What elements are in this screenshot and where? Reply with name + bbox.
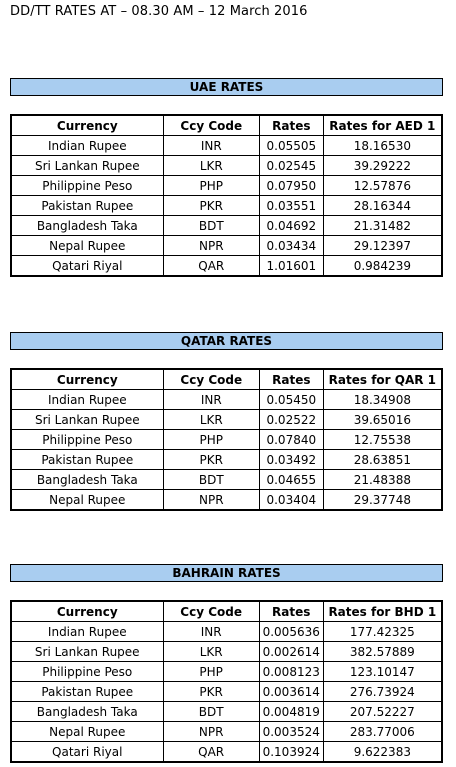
column-header: Rates for BHD 1 [323, 601, 442, 622]
table-row [11, 702, 442, 722]
rate-cell: 0.003524 [259, 722, 323, 742]
ccy-code-cell: PHP [163, 662, 259, 682]
column-header: Currency [11, 115, 163, 136]
inverse-rate-cell: 283.77006 [323, 722, 442, 742]
table-row [11, 470, 442, 490]
ccy-code-cell: INR [163, 390, 259, 410]
rate-cell: 0.004819 [259, 702, 323, 722]
rate-cell: 0.003614 [259, 682, 323, 702]
inverse-rate-cell: 123.10147 [323, 662, 442, 682]
inverse-rate-cell: 12.75538 [323, 430, 442, 450]
rate-cell: 0.02522 [259, 410, 323, 430]
ccy-code-cell: PHP [163, 176, 259, 196]
rate-cell: 0.03492 [259, 450, 323, 470]
ccy-code-cell: NPR [163, 722, 259, 742]
bahrain-rates-table [10, 600, 443, 763]
rate-cell: 0.05450 [259, 390, 323, 410]
table-row [11, 662, 442, 682]
bahrain-rates-header: BAHRAIN RATES [10, 564, 443, 582]
inverse-rate-cell: 29.12397 [323, 236, 442, 256]
table-row [11, 742, 442, 763]
currency-cell: Indian Rupee [11, 622, 163, 642]
table-row [11, 216, 442, 236]
uae-rates-header: UAE RATES [10, 78, 443, 96]
column-header: Currency [11, 369, 163, 390]
column-header: Rates [259, 115, 323, 136]
currency-cell: Qatari Riyal [11, 256, 163, 277]
currency-cell: Philippine Peso [11, 430, 163, 450]
ccy-code-cell: INR [163, 622, 259, 642]
currency-cell: Bangladesh Taka [11, 702, 163, 722]
rate-cell: 1.01601 [259, 256, 323, 277]
inverse-rate-cell: 39.29222 [323, 156, 442, 176]
column-header: Ccy Code [163, 115, 259, 136]
qatar-rates-table [10, 368, 443, 511]
rate-cell: 0.04692 [259, 216, 323, 236]
column-header: Rates for QAR 1 [323, 369, 442, 390]
currency-cell: Nepal Rupee [11, 722, 163, 742]
table-row [11, 642, 442, 662]
table-header-row [11, 601, 442, 622]
ccy-code-cell: PKR [163, 196, 259, 216]
ccy-code-cell: NPR [163, 236, 259, 256]
rate-cell: 0.03551 [259, 196, 323, 216]
currency-cell: Philippine Peso [11, 662, 163, 682]
currency-cell: Nepal Rupee [11, 236, 163, 256]
column-header: Currency [11, 601, 163, 622]
table-row [11, 156, 442, 176]
table-row [11, 196, 442, 216]
column-header: Ccy Code [163, 369, 259, 390]
inverse-rate-cell: 21.48388 [323, 470, 442, 490]
currency-cell: Indian Rupee [11, 390, 163, 410]
table-row [11, 176, 442, 196]
rate-cell: 0.005636 [259, 622, 323, 642]
column-header: Rates for AED 1 [323, 115, 442, 136]
table-header-row [11, 369, 442, 390]
currency-cell: Sri Lankan Rupee [11, 156, 163, 176]
inverse-rate-cell: 18.16530 [323, 136, 442, 156]
currency-cell: Bangladesh Taka [11, 470, 163, 490]
table-row [11, 430, 442, 450]
page-title: DD/TT RATES AT – 08.30 AM – 12 March 2016 [10, 4, 308, 19]
rate-cell: 0.04655 [259, 470, 323, 490]
table-row [11, 682, 442, 702]
column-header: Rates [259, 601, 323, 622]
inverse-rate-cell: 29.37748 [323, 490, 442, 511]
qatar-rates-header: QATAR RATES [10, 332, 443, 350]
table-row [11, 136, 442, 156]
inverse-rate-cell: 207.52227 [323, 702, 442, 722]
inverse-rate-cell: 28.63851 [323, 450, 442, 470]
ccy-code-cell: QAR [163, 256, 259, 277]
inverse-rate-cell: 0.984239 [323, 256, 442, 277]
ccy-code-cell: NPR [163, 490, 259, 511]
table-row [11, 236, 442, 256]
column-header: Rates [259, 369, 323, 390]
ccy-code-cell: PHP [163, 430, 259, 450]
currency-cell: Indian Rupee [11, 136, 163, 156]
currency-cell: Pakistan Rupee [11, 196, 163, 216]
currency-cell: Philippine Peso [11, 176, 163, 196]
inverse-rate-cell: 21.31482 [323, 216, 442, 236]
rate-cell: 0.07950 [259, 176, 323, 196]
ccy-code-cell: PKR [163, 450, 259, 470]
table-row [11, 722, 442, 742]
currency-cell: Pakistan Rupee [11, 450, 163, 470]
ccy-code-cell: LKR [163, 410, 259, 430]
table-row [11, 490, 442, 511]
inverse-rate-cell: 39.65016 [323, 410, 442, 430]
ccy-code-cell: INR [163, 136, 259, 156]
inverse-rate-cell: 177.42325 [323, 622, 442, 642]
currency-cell: Nepal Rupee [11, 490, 163, 511]
currency-cell: Sri Lankan Rupee [11, 642, 163, 662]
ccy-code-cell: LKR [163, 642, 259, 662]
rate-cell: 0.103924 [259, 742, 323, 763]
currency-cell: Sri Lankan Rupee [11, 410, 163, 430]
table-row [11, 622, 442, 642]
column-header: Ccy Code [163, 601, 259, 622]
rate-cell: 0.03434 [259, 236, 323, 256]
inverse-rate-cell: 382.57889 [323, 642, 442, 662]
table-row [11, 390, 442, 410]
table-row [11, 256, 442, 277]
table-header-row [11, 115, 442, 136]
rate-cell: 0.008123 [259, 662, 323, 682]
ccy-code-cell: QAR [163, 742, 259, 763]
inverse-rate-cell: 28.16344 [323, 196, 442, 216]
rate-cell: 0.05505 [259, 136, 323, 156]
uae-rates-table [10, 114, 443, 277]
rate-cell: 0.02545 [259, 156, 323, 176]
currency-cell: Pakistan Rupee [11, 682, 163, 702]
rate-cell: 0.07840 [259, 430, 323, 450]
table-row [11, 410, 442, 430]
inverse-rate-cell: 18.34908 [323, 390, 442, 410]
ccy-code-cell: BDT [163, 702, 259, 722]
inverse-rate-cell: 9.622383 [323, 742, 442, 763]
inverse-rate-cell: 12.57876 [323, 176, 442, 196]
rate-cell: 0.03404 [259, 490, 323, 511]
ccy-code-cell: LKR [163, 156, 259, 176]
currency-cell: Bangladesh Taka [11, 216, 163, 236]
rate-cell: 0.002614 [259, 642, 323, 662]
ccy-code-cell: PKR [163, 682, 259, 702]
currency-cell: Qatari Riyal [11, 742, 163, 763]
ccy-code-cell: BDT [163, 216, 259, 236]
table-row [11, 450, 442, 470]
ccy-code-cell: BDT [163, 470, 259, 490]
inverse-rate-cell: 276.73924 [323, 682, 442, 702]
